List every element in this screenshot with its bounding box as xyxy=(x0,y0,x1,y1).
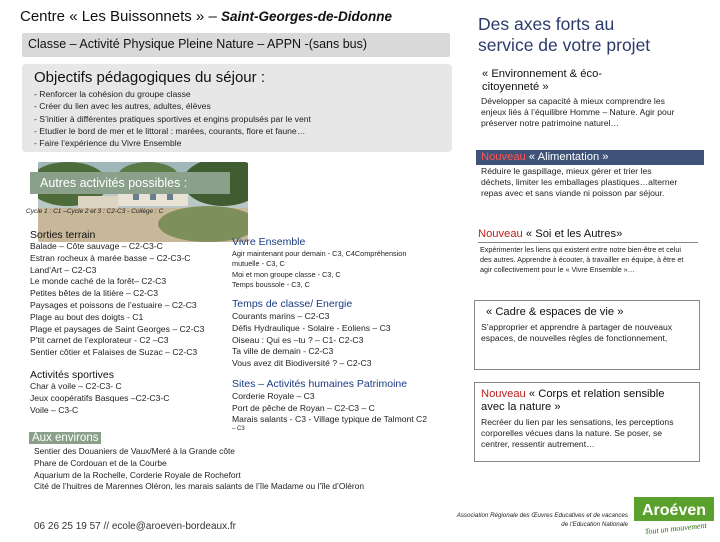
vivre-ensemble-title: Vivre Ensemble xyxy=(232,236,306,248)
list-item: Land’Art – C2-C3 xyxy=(30,264,97,275)
objective-item: - S’initier à différentes pratiques sportives et engins propulsés par le vent xyxy=(34,113,311,124)
list-item: P’tit carnet de l’explorateur - C2 –C3 xyxy=(30,335,169,346)
list-item: Moi et mon groupe classe - C3, C xyxy=(232,269,341,279)
list-item: Corderie Royale – C3 xyxy=(232,391,315,401)
list-item: Sentier des Douaniers de Vaux/Meré à la Grande côte xyxy=(34,446,235,456)
axe-alimentation-title xyxy=(476,150,704,165)
axe-cadre-title: « Cadre & espaces de vie » xyxy=(486,306,624,318)
list-item: Oiseau : Qui es –tu ? – C1- C2-C3 xyxy=(232,334,364,345)
axe-alimentation-text: Réduire le gaspillage, mieux gérer et trier les déchets, limiter les emballages plastiques…alterner repas avec et sans viande ni poisson par séjour. xyxy=(481,166,678,199)
axe-soi-label: « Soi et les Autres» xyxy=(522,228,623,240)
list-item: Plage et paysages de Saint Georges – C2-C3 xyxy=(30,323,205,334)
title-main: Centre « Les Buissonnets » – xyxy=(20,8,221,25)
axe-corps-text: Recréer du lien par les sensations, les perceptions corporelles vécues dans la nature. Se poser, se centrer, ressentir autrement… xyxy=(481,417,674,450)
vivre-ensemble-list xyxy=(232,249,406,290)
logo-text: Aroéven xyxy=(641,502,707,519)
nouveau-label: Nouveau xyxy=(478,228,523,240)
list-item: Jeux coopératifs Basques –C2-C3-C xyxy=(30,392,170,403)
title-place: Saint-Georges-de-Didonne xyxy=(220,9,392,24)
right-title-line2: service de votre projet xyxy=(478,35,651,55)
contact-line: 06 26 25 19 57 // ecole@aroeven-bordeaux.fr xyxy=(34,521,236,532)
temps-classe-list xyxy=(232,311,391,370)
objective-item: - Faire l’expérience du Vivre Ensemble xyxy=(34,138,182,149)
sites-title: Sites – Activités humaines Patrimoine xyxy=(232,378,408,390)
logo-tagline: Tout un mouvement xyxy=(644,520,708,537)
nouveau-label: Nouveau xyxy=(481,388,526,400)
list-item: Phare de Cordouan et de la Courbe xyxy=(34,457,167,468)
axe-cadre-text: S’approprier et apprendre à partager de nouveaux espaces, de nouvelles règles de fonctionnement, xyxy=(481,322,673,344)
sorties-title: Sorties terrain xyxy=(30,229,96,241)
list-item: Temps boussole - C3, C xyxy=(232,279,310,289)
list-item: Cité de l’huitres de Marennes Oléron, les marais salants de l’île Madame ou l’île d’Oléron xyxy=(34,481,365,492)
list-item: Le monde caché de la forêt– C2-C3 xyxy=(30,276,167,287)
class-bar xyxy=(22,33,450,57)
sites-list xyxy=(232,391,427,433)
aroeven-logo xyxy=(634,497,714,537)
environs-list xyxy=(34,446,434,493)
list-item: Marais salants - C3 - Village typique de Talmont C2 xyxy=(232,414,428,425)
class-bar-label: Classe – Activité Physique Pleine Nature – APPN -(sans bus) xyxy=(28,37,368,51)
list-item: Ta ville de demain - C2-C3 xyxy=(232,346,334,357)
list-item: Vous avez dit Biodiversité ? – C2-C3 xyxy=(232,358,372,369)
objectives-list xyxy=(34,88,444,149)
list-item: Aquarium de la Rochelle, Corderie Royale de Rochefort xyxy=(34,469,241,480)
right-title-line1: Des axes forts au xyxy=(478,14,615,34)
nouveau-label: Nouveau xyxy=(481,151,526,163)
list-item: Port de pêche de Royan – C2-C3 – C xyxy=(232,402,375,413)
list-item: mutuelle - C3, C xyxy=(232,259,285,269)
other-activities-title: Autres activités possibles : xyxy=(40,176,188,190)
list-item: Plage au bout des doigts - C1 xyxy=(30,311,144,322)
sorties-list xyxy=(30,241,204,359)
list-item: – C3 xyxy=(232,425,245,432)
list-item: Balade – Côte sauvage – C2-C3-C xyxy=(30,241,163,251)
list-item: Char à voile – C2-C3- C xyxy=(30,381,122,391)
axe-corps-title xyxy=(481,388,671,414)
objective-item: - Etudier le bord de mer et le littoral : marées, courants, flore et faune… xyxy=(34,125,306,136)
axe-environnement-text: Développer sa capacité à mieux comprendre les enjeux liés à l’équilibre Homme – Nature. Agir pour préserver notre patrimoine naturel… xyxy=(481,96,675,129)
temps-classe-title: Temps de classe/ Energie xyxy=(232,298,353,310)
objective-item: - Créer du lien avec les autres, adultes, élèves xyxy=(34,101,211,112)
list-item: Voile – C3-C xyxy=(30,404,79,415)
list-item: Sentier côtier et Falaises de Suzac – C2-C3 xyxy=(30,347,198,358)
other-activities-banner xyxy=(30,172,230,194)
list-item: Petites bêtes de la litière – C2-C3 xyxy=(30,288,159,299)
list-item: Agir maintenant pour demain - C3, C4Compréhension xyxy=(232,249,407,258)
list-item: Courants marins – C2-C3 xyxy=(232,311,330,321)
axe-alimentation-label: « Alimentation » xyxy=(525,151,609,163)
list-item: Paysages et poissons de l’estuaire – C2-C3 xyxy=(30,299,197,310)
list-item: Estran rocheux à marée basse – C2-C3-C xyxy=(30,252,191,263)
right-title xyxy=(478,14,708,56)
axe-corps-label: « Corps et relation sensible avec la nature » xyxy=(481,388,665,413)
page-title xyxy=(20,8,392,25)
sportives-list xyxy=(30,381,169,416)
environs-title: Aux environs xyxy=(29,432,101,444)
sportives-title: Activités sportives xyxy=(30,369,115,381)
axe-soi-text: Expérimenter les liens qui existent entre notre bien-être et celui des autres. Apprendre à écouter, à travailler en équipe, à être et agir collectivement pour le « Vivre Ensemble »… xyxy=(480,245,684,275)
objectives-title: Objectifs pédagogiques du séjour : xyxy=(34,69,265,86)
objective-item: - Renforcer la cohésion du groupe classe xyxy=(34,89,191,99)
axe-environnement-title: « Environnement & éco-citoyenneté » xyxy=(482,68,603,93)
axe-soi-title xyxy=(478,228,698,243)
association-text: Association Régionale des Œuvres Educatives et de vacances de l’Education Nationale xyxy=(456,512,628,528)
list-item: Défis Hydraulique - Solaire - Eoliens – C3 xyxy=(232,322,391,333)
cycle-legend: Cycle 1 : C1 –Cycle 2 et 3 : C2-C3 - Collège : C xyxy=(26,208,164,215)
